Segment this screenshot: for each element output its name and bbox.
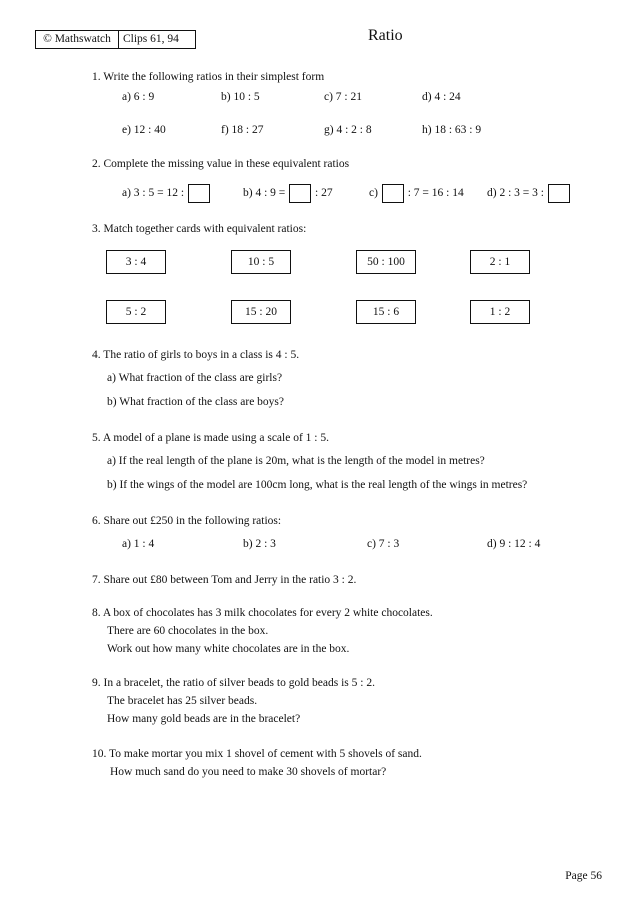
q7-text: 7. Share out £80 between Tom and Jerry in the ratio 3 : 2. (92, 574, 357, 586)
q6-text: 6. Share out £250 in the following ratios: (92, 515, 282, 527)
q1-h: h) 18 : 63 : 9 (422, 124, 482, 136)
q2-a-answer-box[interactable] (188, 184, 210, 203)
ratio-card[interactable]: 10 : 5 (231, 250, 291, 274)
q2-text: 2. Complete the missing value in these equivalent ratios (92, 158, 350, 170)
clips-label: Clips 61, 94 (118, 30, 196, 49)
copyright-label: © Mathswatch (35, 30, 119, 49)
q5-a: a) If the real length of the plane is 20m, what is the length of the model in metres? (107, 455, 485, 467)
ratio-card[interactable]: 5 : 2 (106, 300, 166, 324)
q1-f: f) 18 : 27 (221, 124, 264, 136)
q2-d-answer-box[interactable] (548, 184, 570, 203)
q1-c: c) 7 : 21 (324, 91, 363, 103)
q6-b: b) 2 : 3 (243, 538, 276, 550)
q8-line2: There are 60 chocolates in the box. (107, 625, 269, 637)
q2-b-pre: b) 4 : 9 = (243, 187, 286, 200)
q4-a: a) What fraction of the class are girls? (107, 372, 283, 384)
q5-b: b) If the wings of the model are 100cm long, what is the real length of the wings in metres? (107, 479, 528, 491)
q2-d-text: d) 2 : 3 = 3 : (487, 187, 544, 200)
ratio-card[interactable]: 50 : 100 (356, 250, 416, 274)
ratio-card[interactable]: 3 : 4 (106, 250, 166, 274)
q2-c-pre: c) (369, 187, 378, 200)
q6-a: a) 1 : 4 (122, 538, 155, 550)
q1-text: 1. Write the following ratios in their simplest form (92, 71, 325, 83)
q8-line3: Work out how many white chocolates are in the box. (107, 643, 350, 655)
page-number: Page 56 (565, 870, 602, 882)
q2-d (487, 184, 571, 203)
q5-text: 5. A model of a plane is made using a scale of 1 : 5. (92, 432, 329, 444)
q10-line2: How much sand do you need to make 30 shovels of mortar? (110, 766, 387, 778)
q10-line1: 10. To make mortar you mix 1 shovel of cement with 5 shovels of sand. (92, 748, 422, 760)
q6-d: d) 9 : 12 : 4 (487, 538, 541, 550)
q1-b: b) 10 : 5 (221, 91, 260, 103)
q6-c: c) 7 : 3 (367, 538, 400, 550)
q9-line2: The bracelet has 25 silver beads. (107, 695, 258, 707)
q2-a (122, 184, 211, 203)
q2-b (243, 184, 333, 203)
ratio-card[interactable]: 15 : 20 (231, 300, 291, 324)
ratio-card[interactable]: 1 : 2 (470, 300, 530, 324)
q4-b: b) What fraction of the class are boys? (107, 396, 285, 408)
ratio-card[interactable]: 2 : 1 (470, 250, 530, 274)
q2-c-answer-box[interactable] (382, 184, 404, 203)
q1-e: e) 12 : 40 (122, 124, 166, 136)
q9-line1: 9. In a bracelet, the ratio of silver beads to gold beads is 5 : 2. (92, 677, 375, 689)
q2-c-post: : 7 = 16 : 14 (407, 187, 464, 200)
page-title: Ratio (368, 27, 403, 44)
q8-line1: 8. A box of chocolates has 3 milk chocolates for every 2 white chocolates. (92, 607, 433, 619)
q1-g: g) 4 : 2 : 8 (324, 124, 372, 136)
q9-line3: How many gold beads are in the bracelet? (107, 713, 301, 725)
q4-text: 4. The ratio of girls to boys in a class is 4 : 5. (92, 349, 300, 361)
q2-b-answer-box[interactable] (289, 184, 311, 203)
q2-a-text: a) 3 : 5 = 12 : (122, 187, 185, 200)
q3-text: 3. Match together cards with equivalent ratios: (92, 223, 307, 235)
q1-a: a) 6 : 9 (122, 91, 155, 103)
q2-c (369, 184, 464, 203)
ratio-card[interactable]: 15 : 6 (356, 300, 416, 324)
q1-d: d) 4 : 24 (422, 91, 461, 103)
q2-b-post: : 27 (315, 187, 333, 200)
